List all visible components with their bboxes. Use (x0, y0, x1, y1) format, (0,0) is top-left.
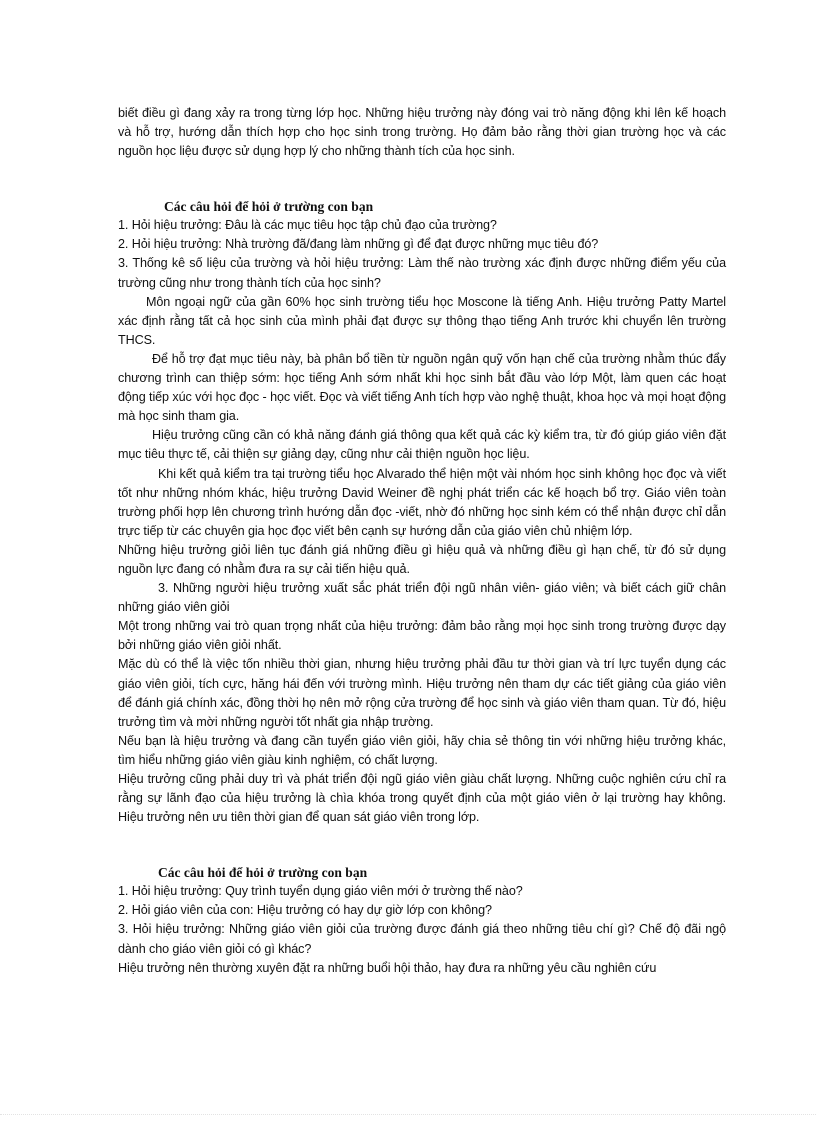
section2-question-2: 2. Hỏi giáo viên của con: Hiệu trưởng có hay dự giờ lớp con không? (118, 903, 492, 918)
section1-question-3: 3. Thống kê số liệu của trường và hỏi hiệu trưởng: Làm thế nào trường xác định được những điểm yếu của trường cũng như trong thành tích của học sinh? (118, 256, 726, 290)
section2-question-1: 1. Hỏi hiệu trưởng: Quy trình tuyển dụng giáo viên mới ở trường thế nào? (118, 884, 523, 899)
intro-paragraph: biết điều gì đang xảy ra trong từng lớp học. Những hiệu trưởng này đóng vai trò năng động khi lên kế hoạch và hỗ trợ, hướng dẫn thích hợp cho học sinh trong trường. Họ đảm bảo rằng thời gian trường học và các nguồn học liệu được sử dụng hợp lý cho những thành tích của học sinh. (118, 106, 726, 159)
section1-paragraph-retain: Hiệu trưởng cũng phải duy trì và phát triển đội ngũ giáo viên giàu chất lượng. Những cuộc nghiên cứu chỉ ra rằng sự lãnh đạo của hiệu trưởng là chìa khóa trong quyết định của một giáo viên ở lại trường hay không. Hiệu trưởng nên ưu tiên thời gian để quan sát giáo viên trong lớp. (118, 772, 726, 825)
section2-question-3: 3. Hỏi hiệu trưởng: Những giáo viên giỏi của trường được đánh giá theo những tiêu chí gì? Chế độ đãi ngộ dành cho giáo viên giỏi có gì khác? (118, 922, 726, 956)
document-page (118, 104, 726, 978)
section1-paragraph-assessment: Hiệu trưởng cũng cần có khả năng đánh giá thông qua kết quả các kỳ kiểm tra, từ đó giúp giáo viên đặt mục tiêu thực tế, cải thiện sự giảng dạy, cũng như cải thiện nguồn học liệu. (118, 428, 726, 462)
section1-paragraph-support: Để hỗ trợ đạt mục tiêu này, bà phân bổ tiền từ nguồn ngân quỹ vốn hạn chế của trường nhằm thúc đẩy chương trình can thiệp sớm: học tiếng Anh sớm nhất khi học sinh bắt đầu vào lớp Một, làm quen các hoạt động tiếp xúc với học đọc - học viết. Đọc và viết tiếng Anh tích hợp vào nghệ thuật, khoa học và mọi hoạt động mà học sinh tham gia. (118, 351, 726, 424)
section1-paragraph-point-3: 3. Những người hiệu trưởng xuất sắc phát triển đội ngũ nhân viên- giáo viên; và biết cách giữ chân những giáo viên giỏi (118, 581, 726, 615)
section1-paragraph-evaluate: Những hiệu trưởng giỏi liên tục đánh giá những điều gì hiệu quả và những điều gì hạn chế, từ đó sử dụng nguồn lực đang có nhằm đưa ra sự cải tiến hiệu quả. (118, 542, 726, 576)
section2-heading: Các câu hỏi để hỏi ở trường con bạn (158, 865, 368, 881)
section-gap (118, 827, 726, 863)
section1-paragraph-moscone: Môn ngoại ngữ của gần 60% học sinh trường tiểu học Moscone là tiếng Anh. Hiệu trưởng Patty Martel xác định rằng tất cả học sinh của mình phải đạt được sự thông thạo tiếng Anh trước khi chuyển lên trường THCS. (118, 294, 726, 347)
section2-paragraph-workshops: Hiệu trưởng nên thường xuyên đặt ra những buổi hội thảo, hay đưa ra những yêu cầu nghiên cứu (118, 960, 657, 975)
section1-question-1: 1. Hỏi hiệu trưởng: Đâu là các mục tiêu học tập chủ đạo của trường? (118, 218, 497, 233)
section-gap (118, 161, 726, 197)
section1-paragraph-recruit: Mặc dù có thể là việc tốn nhiều thời gian, nhưng hiệu trưởng phải đầu tư thời gian và trí lực tuyển dụng các giáo viên giỏi, tích cực, hăng hái đến với trường mình. Hiệu trưởng nên tham dự các tiết giảng của giáo viên để đánh giá chính xác, đồng thời họ nên mở rộng cửa trường để học sinh và giáo viên tham quan. Từ đó, hiệu trưởng tìm và mời những người tốt nhất gia nhập trường. (118, 657, 726, 729)
page-bottom-divider (0, 1114, 816, 1115)
section1-paragraph-share: Nếu bạn là hiệu trưởng và đang cần tuyển giáo viên giỏi, hãy chia sẻ thông tin với những hiệu trưởng khác, tìm hiểu những giáo viên giàu kinh nghiệm, có chất lượng. (118, 733, 726, 767)
section1-heading: Các câu hỏi để hỏi ở trường con bạn (164, 199, 374, 215)
section1-question-2: 2. Hỏi hiệu trưởng: Nhà trường đã/đang làm những gì để đạt được những mục tiêu đó? (118, 237, 599, 252)
section1-paragraph-role: Một trong những vai trò quan trọng nhất của hiệu trưởng: đảm bảo rằng mọi học sinh trong trường được dạy bởi những giáo viên giỏi nhất. (118, 619, 726, 653)
section1-paragraph-alvarado: Khi kết quả kiểm tra tại trường tiểu học Alvarado thể hiện một vài nhóm học sinh không học đọc và viết tốt như những nhóm khác, hiệu trưởng David Weiner đề nghị phát triển các kế hoạch bổ trợ. Giáo viên toàn trường phối hợp lên chương trình hướng dẫn đọc -viết, nhờ đó những học sinh kém có thể nhận được chỉ dẫn trực tiếp từ các chuyên gia học đọc viết bên cạnh sự hướng dẫn của giáo viên chủ nhiệm lớp. (118, 466, 726, 538)
